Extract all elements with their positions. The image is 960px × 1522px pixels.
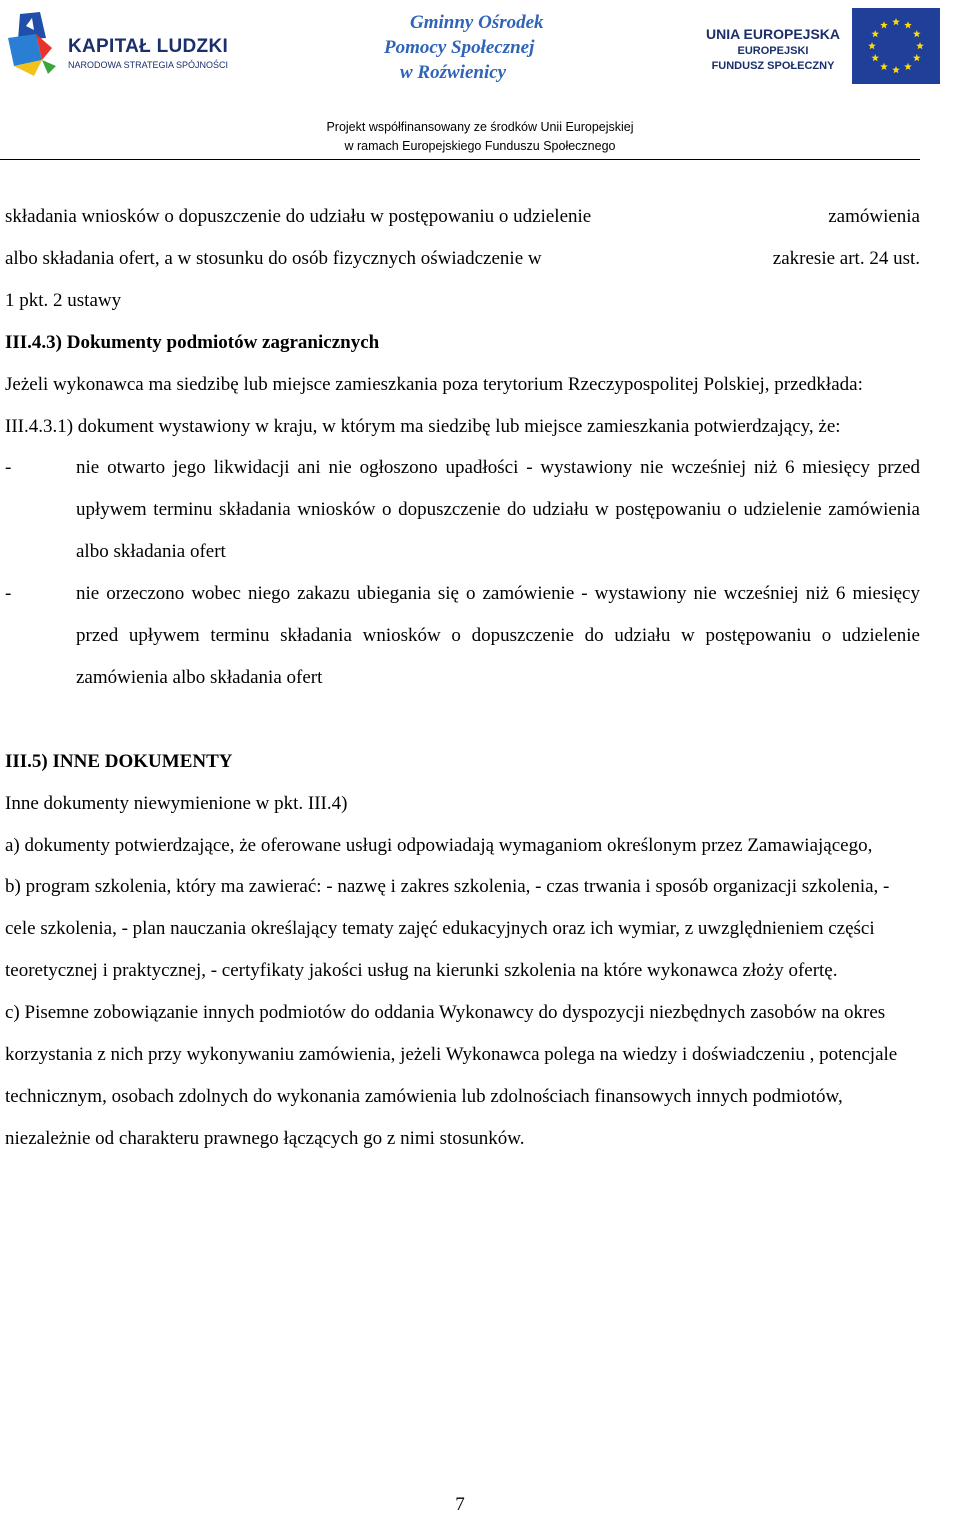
list-bullet: - <box>5 583 12 605</box>
paragraph-foreign-entities: Jeżeli wykonawca ma siedzibę lub miejsce zamieszkania poza terytorium Rzeczypospolitej Polskiej, przedkłada: <box>5 373 863 395</box>
list-item <box>5 573 920 699</box>
section-heading-iii-4-3: III.4.3) Dokumenty podmiotów zagranicznych <box>5 331 380 353</box>
eu-text <box>698 26 848 74</box>
project-line-1: Projekt współfinansowany ze środków Unii Europejskiej <box>326 120 634 134</box>
kapital-ludzki-logo <box>6 8 246 78</box>
eu-fund-line-1: EUROPEJSKI <box>737 45 809 57</box>
paragraph-other-documents: Inne dokumenty niewymienione w pkt. III.4) <box>5 792 348 814</box>
text-line-2 <box>5 238 920 280</box>
spacer <box>5 699 920 741</box>
eu-fund-line-2: FUNDUSZ SPOŁECZNY <box>711 60 835 72</box>
gops-line-2: Pomocy Społecznej <box>384 37 535 58</box>
text-line-1-left: składania wniosków o dopuszczenie do udziału w postępowaniu o udzielenie <box>5 206 592 227</box>
eu-title: UNIA EUROPEJSKA <box>705 26 841 42</box>
project-cofinancing-note <box>0 118 960 156</box>
list-item-text: nie orzeczono wobec niego zakazu ubiegania się o zamówienie - wystawiony nie wcześniej niż 6 miesięcy przed upływem terminu składania wniosków o dopuszczenie do udziału w postępowaniu o udzielenie zamówienia albo składania ofert <box>76 583 920 688</box>
kapital-ludzki-star-icon <box>6 8 64 78</box>
section-heading-iii-5: III.5) INNE DOKUMENTY <box>5 750 233 772</box>
text-line-2-right: zakresie art. 24 ust. <box>772 247 920 269</box>
text-line-1 <box>5 196 920 238</box>
gops-logo <box>380 10 580 85</box>
header-divider <box>0 159 920 160</box>
kapital-ludzki-title: KAPITAŁ LUDZKI <box>68 36 229 57</box>
project-line-2: w ramach Europejskiego Funduszu Społecznego <box>344 139 616 153</box>
text-line-3: 1 pkt. 2 ustawy <box>5 289 122 311</box>
document-body <box>5 196 920 1160</box>
paragraph-point-b: b) program szkolenia, który ma zawierać: - nazwę i zakres szkolenia, - czas trwania i sposób organizacji szkolenia, - cele szkolenia, - plan nauczania określający tematy zajęć edukacyjnych oraz ich wymiar, z uwzględnieniem części teoretycznej i praktycznej, - certyfikaty jakości usług na kierunki szkolenia na które wykonawca złoży ofertę. <box>5 876 890 982</box>
list-bullet: - <box>5 457 12 479</box>
paragraph-point-c: c) Pisemne zobowiązanie innych podmiotów do oddania Wykonawcy do dyspozycji niezbędnych zasobów na okres korzystania z nich przy wykonywaniu zamówienia, jeżeli Wykonawca polega na wiedzy i doświadczeniu , potencjale technicznym, osobach zdolnych do wykonania zamówienia lub zdolnościach finansowych innych podmiotów, niezależnie od charakteru prawnego łączących go z nimi stosunków. <box>5 1002 898 1149</box>
gops-line-3: w Roźwienicy <box>400 62 507 83</box>
paragraph-point-a: a) dokumenty potwierdzające, że oferowane usługi odpowiadają wymaganiom określonym przez Zamawiającego, <box>5 834 873 856</box>
page-header <box>0 0 960 160</box>
list-item <box>5 447 920 573</box>
text-line-1-right: zamówienia <box>828 206 920 227</box>
page-number: 7 <box>455 1494 465 1515</box>
text-line-2-left: albo składania ofert, a w stosunku do osób fizycznych oświadczenie w <box>5 247 542 269</box>
paragraph-iii-4-3-1: III.4.3.1) dokument wystawiony w kraju, w którym ma siedzibę lub miejsce zamieszkania potwierdzający, że: <box>5 415 841 437</box>
list-item-text: nie otwarto jego likwidacji ani nie ogłoszono upadłości - wystawiony nie wcześniej niż 6 miesięcy przed upływem terminu składania wniosków o dopuszczenie do udziału w postępowaniu o udzielenie zamówienia albo składania ofert <box>76 457 920 563</box>
eu-flag-icon <box>852 8 940 84</box>
kapital-ludzki-subtitle: NARODOWA STRATEGIA SPÓJNOŚCI <box>68 60 229 70</box>
gops-line-1: Gminny Ośrodek <box>410 12 544 33</box>
eu-logo <box>690 6 960 96</box>
